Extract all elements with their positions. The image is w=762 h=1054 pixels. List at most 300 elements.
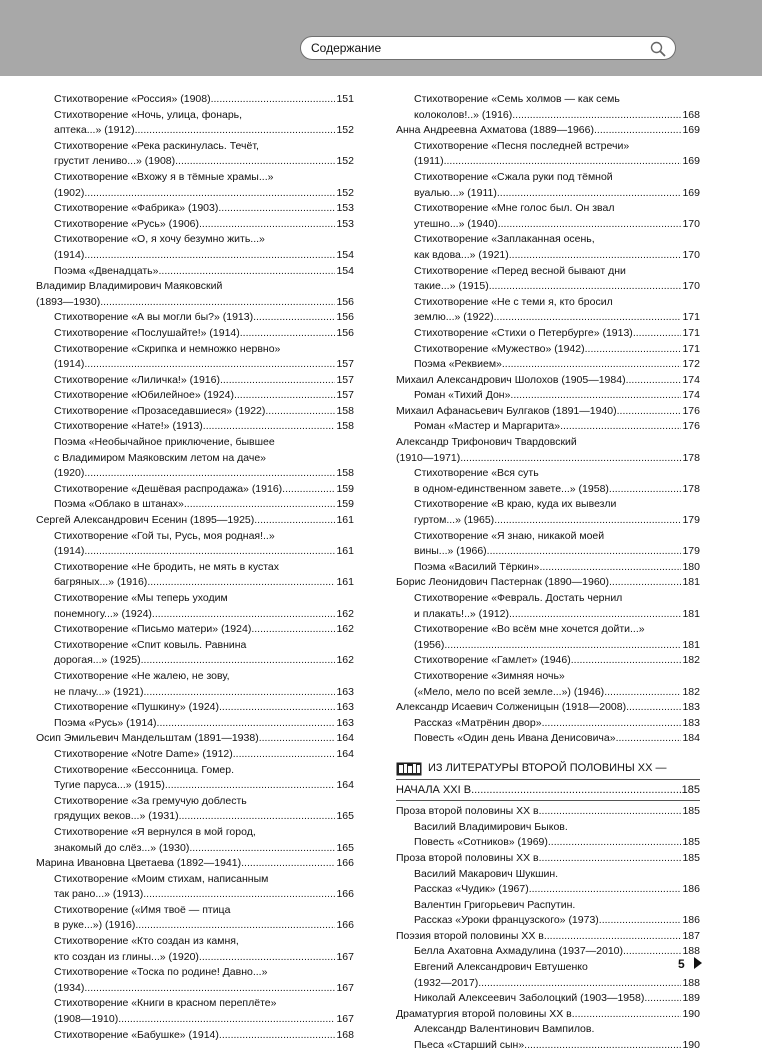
leader-dots xyxy=(571,653,682,669)
toc-entry-text: (1956) xyxy=(414,638,445,651)
toc-entry-line xyxy=(36,669,354,685)
toc-entry[interactable] xyxy=(396,867,700,898)
page-number: 169 xyxy=(682,124,700,137)
toc-entry[interactable] xyxy=(396,575,700,591)
toc-entry-text: знакомый до слёз...» (1930) xyxy=(54,841,190,854)
toc-entry-line xyxy=(396,279,700,295)
toc-entry[interactable] xyxy=(36,934,354,965)
toc-entry-line xyxy=(36,154,354,170)
page-number: 172 xyxy=(682,358,700,371)
toc-entry-text: Стихотворение «Река раскинулась. Течёт, xyxy=(54,139,259,152)
leader-dots xyxy=(609,575,681,591)
page-number: 176 xyxy=(682,404,700,417)
toc-entry-text: (1914) xyxy=(54,248,85,261)
page-number: 158 xyxy=(336,467,354,480)
toc-entry-line xyxy=(396,201,700,217)
toc-entry-text: Стихотворение «Прозаседавшиеся» (1922) xyxy=(54,404,266,417)
page-number: 156 xyxy=(336,311,354,324)
toc-entry-line xyxy=(396,669,700,685)
toc-entry-line xyxy=(36,934,354,950)
toc-entry-text: (1911) xyxy=(414,155,444,168)
toc-entry[interactable] xyxy=(396,342,700,358)
toc-entry-text: в одном-единственном завете...» (1958) xyxy=(414,482,609,495)
toc-entry[interactable] xyxy=(36,92,354,108)
toc-entry[interactable] xyxy=(396,295,700,326)
toc-entry-text: Стихотворение «Моим стихам, написанным xyxy=(54,872,269,885)
toc-entry-line xyxy=(396,123,700,139)
toc-entry-line xyxy=(36,435,354,451)
page-number: 168 xyxy=(682,108,700,121)
toc-entry-line xyxy=(396,898,700,914)
toc-entry-line xyxy=(36,778,354,794)
leader-dots xyxy=(509,248,682,264)
toc-entry[interactable] xyxy=(396,851,700,867)
toc-entry-text: Василий Владимирович Быков. xyxy=(414,820,568,833)
toc-entry-text: Стихотворение «Перед весной бывают дни xyxy=(414,264,626,277)
toc-entry[interactable] xyxy=(396,944,700,960)
toc-entry-line xyxy=(396,991,700,1007)
toc-entry-line xyxy=(36,326,354,342)
toc-entry-line xyxy=(36,918,354,934)
toc-entry-line xyxy=(36,575,354,591)
toc-entry-text: понемногу...» (1924) xyxy=(54,607,152,620)
toc-entry[interactable] xyxy=(396,820,700,851)
page-number: 170 xyxy=(682,280,700,293)
toc-entry[interactable] xyxy=(36,560,354,591)
toc-entry[interactable] xyxy=(36,264,354,280)
toc-entry-text: Стихотворение «За гремучую доблесть xyxy=(54,794,247,807)
toc-entry[interactable] xyxy=(36,638,354,669)
toc-entry-text: Проза второй половины XX в. xyxy=(396,805,542,818)
toc-entry[interactable] xyxy=(36,404,354,420)
toc-entry[interactable] xyxy=(396,264,700,295)
page-number: 166 xyxy=(336,919,354,932)
toc-entry-line xyxy=(396,466,700,482)
toc-entry-text: Стихотворение «Тоска по родине! Давно...» xyxy=(54,966,268,979)
page-number: 162 xyxy=(336,623,354,636)
toc-entry-line xyxy=(396,342,700,358)
toc-entry[interactable] xyxy=(396,326,700,342)
toc-entry-line xyxy=(36,497,354,513)
toc-entry[interactable] xyxy=(396,201,700,232)
page-number: 186 xyxy=(682,914,700,927)
toc-entry-text: аптека...» (1912) xyxy=(54,124,135,137)
toc-entry-text: утешно...» (1940) xyxy=(414,217,498,230)
page-number: 157 xyxy=(336,389,354,402)
page-number: 168 xyxy=(336,1028,354,1041)
leader-dots xyxy=(502,357,682,373)
toc-entry[interactable] xyxy=(396,898,700,929)
toc-entry-text: (1914) xyxy=(54,545,85,558)
toc-entry[interactable] xyxy=(396,560,700,576)
toc-right-column xyxy=(396,92,700,1054)
toc-entry-text: Владимир Владимирович Маяковский xyxy=(36,280,223,293)
leader-dots xyxy=(498,217,682,233)
leader-dots xyxy=(254,513,335,529)
leader-dots xyxy=(219,1028,336,1044)
toc-entry-line xyxy=(36,404,354,420)
leader-dots xyxy=(233,747,336,763)
toc-entry[interactable] xyxy=(36,108,354,139)
toc-entry[interactable] xyxy=(396,669,700,700)
leader-dots xyxy=(594,123,681,139)
toc-entry-text: Проза второй половины XX в. xyxy=(396,851,542,864)
toc-entry-text: Стихотворение «Нате!» (1913) xyxy=(54,420,203,433)
search-icon[interactable] xyxy=(649,40,667,58)
toc-entry[interactable] xyxy=(36,1028,354,1044)
next-page-arrow-icon[interactable] xyxy=(694,957,702,969)
section-title-line2-row[interactable] xyxy=(396,783,700,799)
toc-entry-line xyxy=(396,575,700,591)
toc-entry-line xyxy=(396,882,700,898)
toc-entry-line xyxy=(36,700,354,716)
toc-entry-line xyxy=(36,622,354,638)
leader-dots xyxy=(585,342,682,358)
page-number: 153 xyxy=(336,202,354,215)
toc-entry[interactable] xyxy=(36,965,354,996)
toc-entry-line xyxy=(36,92,354,108)
toc-entry-text: Стихотворение «Бессонница. Гомер. xyxy=(54,763,235,776)
toc-entry[interactable] xyxy=(36,310,354,326)
toc-entry-line xyxy=(36,544,354,560)
leader-dots xyxy=(147,575,335,591)
page-number: 152 xyxy=(336,124,354,137)
toc-entry-line xyxy=(396,1022,700,1038)
leader-dots xyxy=(609,482,682,498)
toc-entry[interactable] xyxy=(396,529,700,560)
toc-entry[interactable] xyxy=(36,497,354,513)
toc-entry[interactable] xyxy=(36,669,354,700)
toc-entry-text: Стихотворение «Бабушке» (1914) xyxy=(54,1028,219,1041)
page-number: 164 xyxy=(336,732,354,745)
page-number: 162 xyxy=(336,607,354,620)
toc-entry[interactable] xyxy=(36,794,354,825)
toc-entry-line xyxy=(36,170,354,186)
leader-dots xyxy=(444,154,682,170)
toc-entry[interactable] xyxy=(396,622,700,653)
toc-left-column xyxy=(36,92,354,1043)
toc-entry-text: (1910—1971) xyxy=(396,451,461,464)
toc-entry-text: Стихотворение «Не жалею, не зову, xyxy=(54,669,230,682)
toc-entry[interactable] xyxy=(36,279,354,310)
toc-entry-line xyxy=(396,976,700,992)
section-block xyxy=(396,761,700,1054)
toc-entry-text: Александр Трифонович Твардовский xyxy=(396,436,577,449)
page-number: 174 xyxy=(682,389,700,402)
toc-entry-line xyxy=(36,388,354,404)
toc-entry-line xyxy=(36,248,354,264)
leader-dots xyxy=(84,466,335,482)
toc-entry[interactable] xyxy=(36,342,354,373)
page-number: 152 xyxy=(336,186,354,199)
toc-entry-line xyxy=(396,1007,700,1023)
toc-entry-text: Повесть «Один день Ивана Денисовича» xyxy=(414,732,616,745)
page-number: 174 xyxy=(682,373,700,386)
toc-entry-line xyxy=(36,279,354,295)
toc-entry-line xyxy=(396,607,700,623)
leader-dots xyxy=(616,731,682,747)
toc-entry-line xyxy=(36,950,354,966)
page-number: 188 xyxy=(682,976,700,989)
toc-entry-text: Стихотворение «Стихи о Петербурге» (1913) xyxy=(414,326,633,339)
page-number: 167 xyxy=(336,981,354,994)
toc-entry[interactable] xyxy=(36,747,354,763)
page-number: 153 xyxy=(336,217,354,230)
page-number: 181 xyxy=(682,576,700,589)
toc-entry-line xyxy=(36,139,354,155)
toc-entry[interactable] xyxy=(396,419,700,435)
leader-dots xyxy=(189,841,335,857)
toc-entry[interactable] xyxy=(36,435,354,482)
toc-entry[interactable] xyxy=(36,825,354,856)
toc-entry-text: Стихотворение «О, я хочу безумно жить...» xyxy=(54,233,265,246)
leader-dots xyxy=(158,264,335,280)
toc-entry-line xyxy=(396,529,700,545)
toc-entry[interactable] xyxy=(396,139,700,170)
toc-entry[interactable] xyxy=(396,1007,700,1023)
leader-dots xyxy=(203,419,336,435)
toc-entry[interactable] xyxy=(36,419,354,435)
page-number: 182 xyxy=(682,685,700,698)
toc-entry[interactable] xyxy=(396,591,700,622)
toc-entry[interactable] xyxy=(36,217,354,233)
toc-entry[interactable] xyxy=(36,700,354,716)
toc-entry[interactable] xyxy=(36,232,354,263)
toc-entry-line xyxy=(36,872,354,888)
toc-entry-line xyxy=(36,1028,354,1044)
toc-entry[interactable] xyxy=(36,513,354,529)
toc-entry-text: Стихотворение «Послушайте!» (1914) xyxy=(54,326,240,339)
leader-dots xyxy=(604,685,681,701)
toc-entry-line xyxy=(36,295,354,311)
toc-entry[interactable] xyxy=(396,357,700,373)
toc-entry-line xyxy=(396,685,700,701)
toc-entry-text: колоколов!..» (1916) xyxy=(414,108,513,121)
toc-entry-line xyxy=(36,108,354,124)
toc-entry-text: Роман «Мастер и Маргарита» xyxy=(414,420,561,433)
toc-entry-line xyxy=(36,529,354,545)
leader-dots xyxy=(460,451,681,467)
leader-dots xyxy=(282,482,335,498)
leader-dots xyxy=(474,783,681,799)
leader-dots xyxy=(135,123,336,139)
toc-entry-line xyxy=(396,913,700,929)
toc-entry-text: Стихотворение «Книги в красном переплёте» xyxy=(54,997,277,1010)
page-number: 163 xyxy=(336,685,354,698)
toc-entry[interactable] xyxy=(36,903,354,934)
toc-entry-text: Стихотворение «Юбилейное» (1924) xyxy=(54,389,234,402)
toc-entry-line xyxy=(396,700,700,716)
leader-dots xyxy=(152,607,336,623)
leader-dots xyxy=(542,716,682,732)
page-number: 161 xyxy=(336,545,354,558)
page-number: 163 xyxy=(336,716,354,729)
toc-entry-line xyxy=(36,419,354,435)
search-box[interactable] xyxy=(300,36,676,60)
toc-entry-line xyxy=(36,264,354,280)
toc-entry[interactable] xyxy=(36,388,354,404)
toc-entry[interactable] xyxy=(36,170,354,201)
toc-entry-line xyxy=(36,1012,354,1028)
toc-entry-text: Тугие паруса...» (1915) xyxy=(54,779,165,792)
toc-entry[interactable] xyxy=(36,622,354,638)
toc-entry[interactable] xyxy=(396,929,700,945)
toc-entry-line xyxy=(36,903,354,919)
toc-entry-line xyxy=(396,108,700,124)
leader-dots xyxy=(144,685,336,701)
books-icon xyxy=(396,762,422,776)
leader-dots xyxy=(512,108,681,124)
toc-entry-text: Стихотворение «Письмо матери» (1924) xyxy=(54,623,252,636)
toc-entry[interactable] xyxy=(396,804,700,820)
section-heading[interactable] xyxy=(396,761,700,777)
page-number: 167 xyxy=(336,1013,354,1026)
page-number: 183 xyxy=(682,716,700,729)
toc-entry-line xyxy=(396,731,700,747)
leader-dots xyxy=(259,731,336,747)
toc-entry[interactable] xyxy=(396,373,700,389)
toc-entry[interactable] xyxy=(36,373,354,389)
toc-entry-text: Поэма «Русь» (1914) xyxy=(54,716,157,729)
toc-entry-text: Стихотворение «Не бродить, не мять в кустах xyxy=(54,560,279,573)
toc-entry[interactable] xyxy=(36,856,354,872)
toc-entry[interactable] xyxy=(396,960,700,991)
toc-entry-text: землю...» (1922) xyxy=(414,311,494,324)
leader-dots xyxy=(644,991,681,1007)
toc-entry-line xyxy=(36,716,354,732)
toc-entry[interactable] xyxy=(396,1022,700,1053)
section-title-line2: НАЧАЛА XXI В. xyxy=(396,783,475,796)
leader-dots xyxy=(575,1007,682,1023)
toc-entry[interactable] xyxy=(396,653,700,669)
toc-entry-text: Белла Ахатовна Ахмадулина (1937—2010) xyxy=(414,945,624,958)
toc-entry-text: Рассказ «Чудик» (1967) xyxy=(414,883,529,896)
toc-entry-text: грядущих веков...» (1931) xyxy=(54,810,179,823)
toc-entry-line xyxy=(396,264,700,280)
toc-entry[interactable] xyxy=(36,529,354,560)
page-number: 184 xyxy=(682,732,700,745)
toc-entry[interactable] xyxy=(36,763,354,794)
toc-entry-line xyxy=(396,419,700,435)
toc-entry-text: вуалью...» (1911) xyxy=(414,186,497,199)
leader-dots xyxy=(135,918,335,934)
leader-dots xyxy=(141,653,336,669)
page-number: 157 xyxy=(336,373,354,386)
page-number: 178 xyxy=(682,482,700,495)
toc-entry[interactable] xyxy=(36,201,354,217)
toc-entry-text: Стихотворение («Имя твоё — птица xyxy=(54,903,231,916)
toc-entry-text: Стихотворение «Зимняя ночь» xyxy=(414,669,565,682)
toc-entry-text: багряных...» (1916) xyxy=(54,576,148,589)
toc-entry-line xyxy=(36,996,354,1012)
toc-entry[interactable] xyxy=(36,482,354,498)
page-number: 178 xyxy=(682,451,700,464)
leader-dots xyxy=(599,913,682,929)
toc-entry[interactable] xyxy=(396,991,700,1007)
leader-dots xyxy=(219,700,335,716)
toc-entry[interactable] xyxy=(36,326,354,342)
toc-entry-line xyxy=(396,357,700,373)
page-number: 166 xyxy=(336,888,354,901)
page-number: 188 xyxy=(682,945,700,958)
toc-entry[interactable] xyxy=(36,731,354,747)
search-label: Содержание xyxy=(311,41,382,55)
toc-entry[interactable] xyxy=(36,716,354,732)
toc-entry-line xyxy=(396,638,700,654)
toc-entry-line xyxy=(36,794,354,810)
leader-dots xyxy=(539,560,681,576)
toc-entry[interactable] xyxy=(396,466,700,497)
toc-entry-text: в руке...») (1916) xyxy=(54,919,136,932)
page-number: 180 xyxy=(682,560,700,573)
leader-dots xyxy=(487,544,682,560)
leader-dots xyxy=(489,279,682,295)
page-number: 189 xyxy=(682,992,700,1005)
toc-entry-line xyxy=(396,170,700,186)
toc-entry[interactable] xyxy=(36,872,354,903)
leader-dots xyxy=(253,310,335,326)
page-number: 161 xyxy=(336,576,354,589)
toc-entry-text: Рассказ «Матрёнин двор» xyxy=(414,716,542,729)
toc-entry-text: Повесть «Сотников» (1969) xyxy=(414,836,548,849)
toc-entry-line xyxy=(36,653,354,669)
toc-entry-line xyxy=(396,326,700,342)
page-number: 163 xyxy=(336,701,354,714)
toc-entry-text: (1920) xyxy=(54,467,85,480)
toc-entry-line xyxy=(396,820,700,836)
leader-dots xyxy=(84,544,335,560)
toc-entry[interactable] xyxy=(396,92,700,123)
leader-dots xyxy=(542,804,682,820)
toc-entry-line xyxy=(396,591,700,607)
toc-entry[interactable] xyxy=(396,170,700,201)
leader-dots xyxy=(626,700,681,716)
toc-entry[interactable] xyxy=(396,388,700,404)
leader-dots xyxy=(218,201,335,217)
toc-entry-line xyxy=(396,154,700,170)
page-number: 164 xyxy=(336,747,354,760)
section-divider xyxy=(396,779,700,780)
leader-dots xyxy=(560,419,681,435)
toc-entry[interactable] xyxy=(36,591,354,622)
toc-entry-text: Стихотворение «Семь холмов — как семь xyxy=(414,93,620,105)
toc-entry-line xyxy=(396,560,700,576)
leader-dots xyxy=(617,404,682,420)
toc-entry-line xyxy=(36,841,354,857)
toc-entry-text: Поэма «Необычайное приключение, бывшее xyxy=(54,436,275,449)
toc-entry-text: Драматургия второй половины XX в. xyxy=(396,1007,575,1020)
toc-entry-text: (1908—1910) xyxy=(54,1013,119,1026)
toc-entry-text: Стихотворение «Русь» (1906) xyxy=(54,217,200,230)
toc-entry[interactable] xyxy=(396,123,700,139)
toc-entry[interactable] xyxy=(36,996,354,1027)
leader-dots xyxy=(240,326,336,342)
toc-entry-text: кто создан из глины...» (1920) xyxy=(54,950,199,963)
toc-entry[interactable] xyxy=(396,435,700,466)
toc-entry[interactable] xyxy=(396,731,700,747)
toc-entry-text: Евгений Александрович Евтушенко xyxy=(414,961,588,974)
page-number: 186 xyxy=(682,883,700,896)
toc-entry[interactable] xyxy=(396,404,700,420)
toc-entry[interactable] xyxy=(396,716,700,732)
toc-entry-line xyxy=(396,653,700,669)
toc-entry[interactable] xyxy=(396,700,700,716)
toc-entry-line xyxy=(36,747,354,763)
toc-entry[interactable] xyxy=(396,232,700,263)
toc-entry[interactable] xyxy=(36,139,354,170)
toc-entry-text: Стихотворение «Спит ковыль. Равнина xyxy=(54,638,247,651)
toc-entry[interactable] xyxy=(396,497,700,528)
